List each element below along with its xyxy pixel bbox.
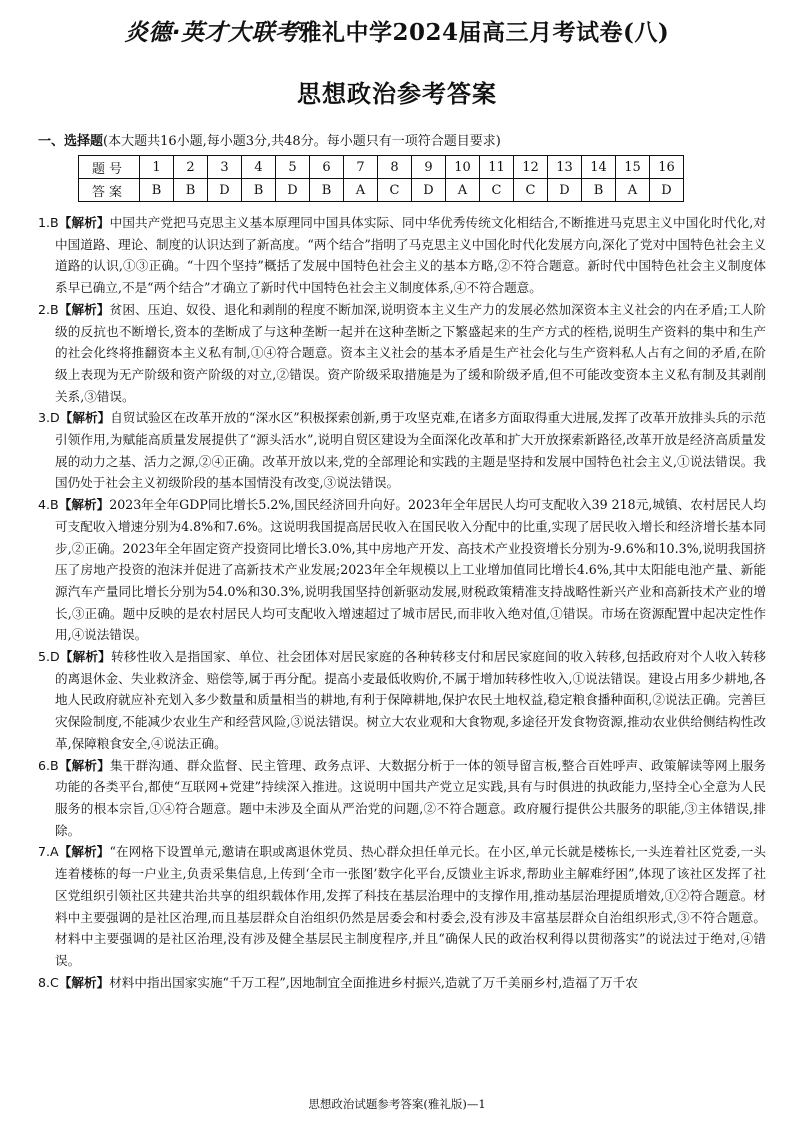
question-number-cell: 1 [140, 156, 174, 179]
item-text: 2023年全年GDP同比增长5.2%,国民经济回升向好。2023年全年居民人均可支配收入39 218元,城镇、农村居民人均可支配收入增速分别为4.8%和7.6%。这说明我国提高居民收入在国民收入分配中的比重,实现了居民收入增长和经济增长基本同步,②正确。2023年全年固定资产投资同比增长3.0%,其中房地产开发、高技术产业投资增长分别为-9.6%和10.3%,说明我国挤压了房地产投资的泡沫并促进了高新技术产业发展;2023年全年规模以上工业增加值同比增长4.6%,其中太阳能电池产量、新能源汽车产量同比增长分别为54.0%和30.3%,说明我国坚持创新驱动发展,财税政策精准支持战略性新兴产业和高新技术产业的增长,③正确。题中反映的是农村居民人均可支配收入增速超过了城市居民,而非收入绝对值,①错误。市场在资源配置中起决定性作用,④说法错误。 [55, 497, 766, 643]
question-number-cell: 6 [310, 156, 344, 179]
answer-cell: D [650, 179, 684, 202]
question-number-cell: 4 [242, 156, 276, 179]
exam-title: 雅礼中学2024届高三月考试卷(八) [298, 19, 670, 46]
analysis-tag: 【解析】 [59, 649, 111, 665]
row-label-number: 题号 [79, 156, 140, 179]
analysis-tag: 【解析】 [58, 215, 110, 230]
answer-table-answer-row [79, 179, 684, 202]
question-number-cell: 13 [548, 156, 582, 179]
answer-cell: C [480, 179, 514, 202]
item-text: 中国共产党把马克思主义基本原理同中国具体实际、同中华优秀传统文化相结合,不断推进马克思主义中国化时代化,对中国道路、理论、制度的认识达到了新高度。“两个结合”指明了马克思主义中国化时代化发展方向,深化了党对中国特色社会主义道路的认识,①③正确。“十四个坚持”概括了发展中国特色社会主义的基本方略,②不符合题意。新时代中国特色社会主义制度体系早已确立,不是“两个结合”才确立了新时代中国特色社会主义制度体系,④不符合题意。 [55, 215, 766, 296]
question-number-cell: 15 [616, 156, 650, 179]
answer-cell: A [446, 179, 480, 202]
question-number-cell: 9 [412, 156, 446, 179]
answer-cell: B [242, 179, 276, 202]
question-number-cell: 2 [174, 156, 208, 179]
exam-header [0, 14, 794, 47]
analysis-tag: 【解析】 [58, 301, 110, 317]
answer-cell: C [378, 179, 412, 202]
item-text: 集干群沟通、群众监督、民主管理、政务点评、大数据分析于一体的领导留言板,整合百姓呼声、政策解读等网上服务功能的各类平台,都使“互联网+党建”持续深入推进。这说明中国共产党立足实践,具有与时俱进的执政能力,坚持全心全意为人民服务的根本宗旨,①④符合题意。题中未涉及全面从严治党的问题,②不符合题意。政府履行提供公共服务的职能,③主体错误,排除。 [55, 757, 766, 838]
item-number: 6.B [38, 757, 59, 773]
analysis-tag: 【解析】 [59, 410, 111, 426]
page-footer: 思想政治试题参考答案(雅礼版)—1 [308, 1097, 486, 1111]
analysis-tag: 【解析】 [58, 974, 110, 990]
answer-table-number-row [79, 156, 684, 179]
item-number: 3.D [38, 410, 60, 426]
question-number-cell: 3 [208, 156, 242, 179]
page-subtitle: 思想政治参考答案 [297, 80, 497, 108]
question-number-cell: 14 [582, 156, 616, 179]
item-number: 2.B [38, 301, 59, 317]
explanation-item [38, 755, 766, 842]
explanation-item [38, 299, 766, 408]
answer-cell: A [616, 179, 650, 202]
item-number: 1.B [38, 215, 59, 230]
brand-name: 炎德·英才大联考 [124, 20, 299, 46]
answer-cell: D [208, 179, 242, 202]
analysis-tag: 【解析】 [58, 844, 110, 860]
explanation-item [38, 646, 766, 755]
explanation-item [38, 494, 766, 646]
answer-table [78, 155, 684, 202]
answer-cell: D [548, 179, 582, 202]
explanation-item [38, 972, 766, 994]
question-number-cell: 8 [378, 156, 412, 179]
section-heading-note: (本大题共16小题,每小题3分,共48分。每小题只有一项符合题目要求) [103, 134, 501, 149]
answer-cell: B [582, 179, 616, 202]
question-number-cell: 12 [514, 156, 548, 179]
answer-cell: A [344, 179, 378, 202]
explanation-item [38, 407, 766, 494]
explanation-item [38, 212, 766, 299]
item-number: 8.C [38, 974, 59, 990]
answer-cell: D [412, 179, 446, 202]
question-number-cell: 16 [650, 156, 684, 179]
answer-cell: B [310, 179, 344, 202]
section-heading [38, 130, 501, 149]
analysis-tag: 【解析】 [58, 757, 110, 773]
row-label-answer: 答案 [79, 179, 140, 202]
item-number: 7.A [38, 844, 59, 860]
answer-cell: C [514, 179, 548, 202]
item-number: 5.D [38, 649, 60, 665]
answer-cell: D [276, 179, 310, 202]
explanation-list [38, 212, 766, 993]
section-heading-main: 一、选择题 [38, 134, 104, 149]
item-text: 转移性收入是指国家、单位、社会团体对居民家庭的各种转移支付和居民家庭间的收入转移,包括政府对个人收入转移的离退休金、失业救济金、赔偿等,属于再分配。提高小麦最低收购价,不属于增加转移性收入,①说法错误。建设占用多少耕地,各地人民政府就应补充划入多少数量和质量相当的耕地,有利于保障耕地,保护农民土地权益,稳定粮食播种面积,②说法正确。完善巨灾保险制度,不能减少农业生产和经营风险,③说法错误。树立大农业观和大食物观,多途径开发食物资源,推动农业供给侧结构性改革,保障粮食安全,④说法正确。 [55, 649, 766, 751]
answer-cell: B [140, 179, 174, 202]
item-text: 材料中指出国家实施“千万工程”,因地制宜全面推进乡村振兴,造就了万千美丽乡村,造福了万千农 [109, 974, 638, 990]
question-number-cell: 10 [446, 156, 480, 179]
analysis-tag: 【解析】 [58, 497, 110, 513]
answer-cell: B [174, 179, 208, 202]
question-number-cell: 7 [344, 156, 378, 179]
item-text: 自贸试验区在改革开放的“深水区”积极探索创新,勇于攻坚克难,在诸多方面取得重大进展,发挥了改革开放排头兵的示范引领作用,为赋能高质量发展提供了“源头活水”,说明自贸区建设为全面深化改革和扩大开放探索新路径,改革开放是经济高质量发展的动力之基、活力之源,②④正确。改革开放以来,党的全部理论和实践的主题是坚持和发展中国特色社会主义,①说法错误。我国仍处于社会主义初级阶段的基本国情没有改变,③说法错误。 [55, 410, 767, 491]
question-number-cell: 11 [480, 156, 514, 179]
item-text: 贫困、压迫、奴役、退化和剥削的程度不断加深,说明资本主义生产力的发展必然加深资本主义社会的内在矛盾;工人阶级的反抗也不断增长,资本的垄断成了与这种垄断一起并在这种垄断之下繁盛起来的生产方式的桎梏,说明生产资料的集中和生产的社会化终将推翻资本主义私有制,①④符合题意。资本主义社会的基本矛盾是生产社会化与生产资料私人占有之间的矛盾,在阶级上表现为无产阶级和资产阶级的对立,②错误。资产阶级采取措施是为了缓和阶级矛盾,但不可能改变资本主义私有制及其剥削关系,③错误。 [55, 301, 767, 404]
explanation-item [38, 841, 766, 971]
item-text: “在网格下设置单元,邀请在职或离退休党员、热心群众担任单元长。在小区,单元长就是楼栋长,一头连着社区党委,一头连着楼栋的每一户业主,负责采集信息,上传到‘全市一张图’数字化平台,反馈业主诉求,帮助业主解难纾困”,体现了该社区发挥了社区党组织引领社区共建共治共享的组织载体作用,发挥了科技在基层治理中的支撑作用,推动基层治理提质增效,①②符合题意。材料中主要强调的是社区治理,而且基层群众自治组织仍然是居委会和村委会,没有涉及丰富基层群众自治组织形式,③不符合题意。材料中主要强调的是社区治理,没有涉及健全基层民主制度程序,并且“确保人民的政治权利得以贯彻落实”的说法过于绝对,④错误。 [55, 844, 767, 968]
item-number: 4.B [38, 497, 59, 513]
question-number-cell: 5 [276, 156, 310, 179]
